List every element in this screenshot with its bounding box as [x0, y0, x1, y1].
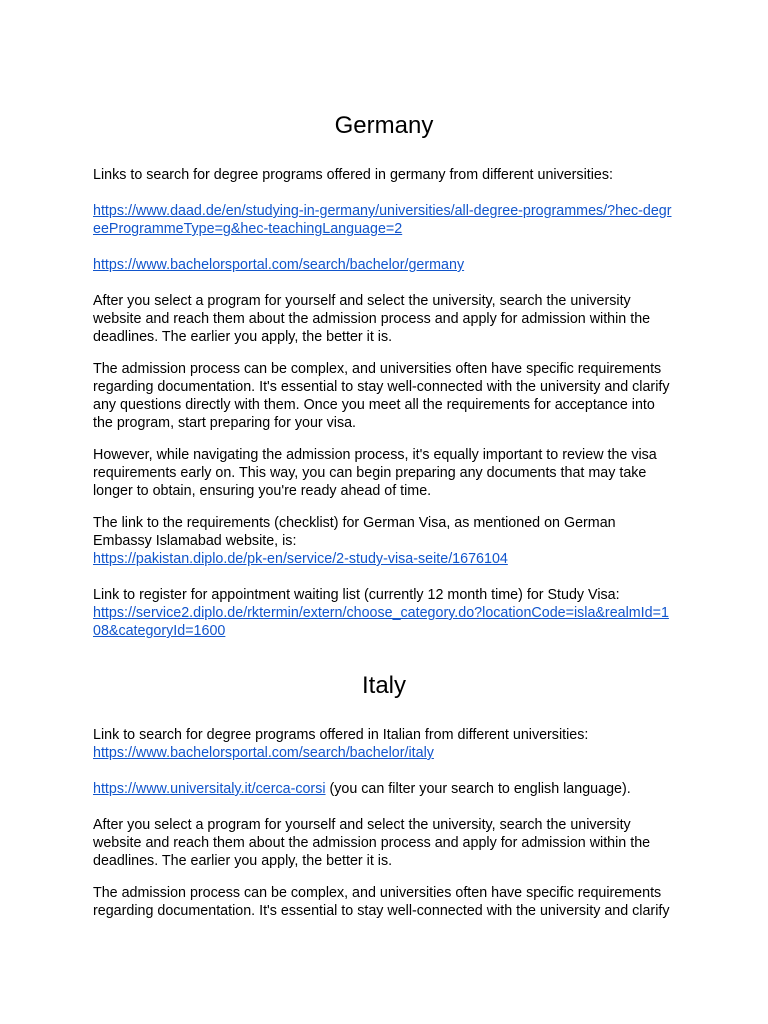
- document-content: [93, 108, 675, 920]
- germany-bachelorsportal-paragraph: [93, 256, 675, 274]
- germany-visa-link[interactable]: https://pakistan.diplo.de/pk-en/service/2-study-visa-seite/1676104: [93, 551, 508, 567]
- italy-bachelorsportal-link[interactable]: https://www.bachelorsportal.com/search/bachelor/italy: [93, 745, 434, 761]
- italy-complex-paragraph: The admission process can be complex, and universities often have specific requirements regarding documentation. It's essential to stay well-connected with the university and clarify: [93, 885, 670, 919]
- germany-visa-paragraph: [93, 514, 675, 568]
- italy-intro-text: Link to search for degree programs offered in Italian from different universities:: [93, 727, 589, 743]
- germany-bachelorsportal-link[interactable]: https://www.bachelorsportal.com/search/bachelor/germany: [93, 257, 465, 273]
- germany-appointment-link[interactable]: https://service2.diplo.de/rktermin/extern/choose_category.do?locationCode=isla&realmId=108&categoryId=1600: [93, 605, 669, 639]
- heading-italy: Italy: [361, 672, 406, 699]
- italy-select-paragraph: After you select a program for yourself and select the university, search the university website and reach them about the admission process and apply for admission within the deadlines. The earlier you apply, the better it is.: [93, 817, 651, 869]
- italy-universitaly-paragraph: [93, 780, 675, 798]
- italy-universitaly-link[interactable]: https://www.universitaly.it/cerca-corsi: [93, 781, 326, 797]
- germany-appointment-paragraph: [93, 586, 675, 640]
- germany-however-paragraph: However, while navigating the admission process, it's equally important to review the visa requirements early on. This way, you can begin preparing any documents that may take longer to obtain, ensuring you're ready ahead of time.: [93, 447, 657, 499]
- heading-germany: Germany: [334, 112, 434, 139]
- germany-daad-link[interactable]: https://www.daad.de/en/studying-in-germany/universities/all-degree-programmes/?hec-degreeProgrammeType=g&hec-teachingLanguage=2: [93, 203, 672, 237]
- germany-daad-paragraph: [93, 202, 675, 238]
- germany-intro-text: Links to search for degree programs offered in germany from different universities:: [93, 167, 613, 183]
- germany-appointment-text: Link to register for appointment waiting list (currently 12 month time) for Study Visa:: [93, 587, 620, 603]
- germany-complex-paragraph: The admission process can be complex, and universities often have specific requirements regarding documentation. It's essential to stay well-connected with the university and clarify any questions directly with them. Once you meet all the requirements for acceptance into the program, start preparing for your visa.: [93, 361, 670, 431]
- italy-universitaly-note: (you can filter your search to english language).: [325, 781, 631, 797]
- italy-intro-paragraph: [93, 726, 675, 762]
- germany-visa-text: The link to the requirements (checklist) for German Visa, as mentioned on German Embassy Islamabad website, is:: [93, 515, 616, 549]
- germany-select-paragraph: After you select a program for yourself and select the university, search the university website and reach them about the admission process and apply for admission within the deadlines. The earlier you apply, the better it is.: [93, 293, 651, 345]
